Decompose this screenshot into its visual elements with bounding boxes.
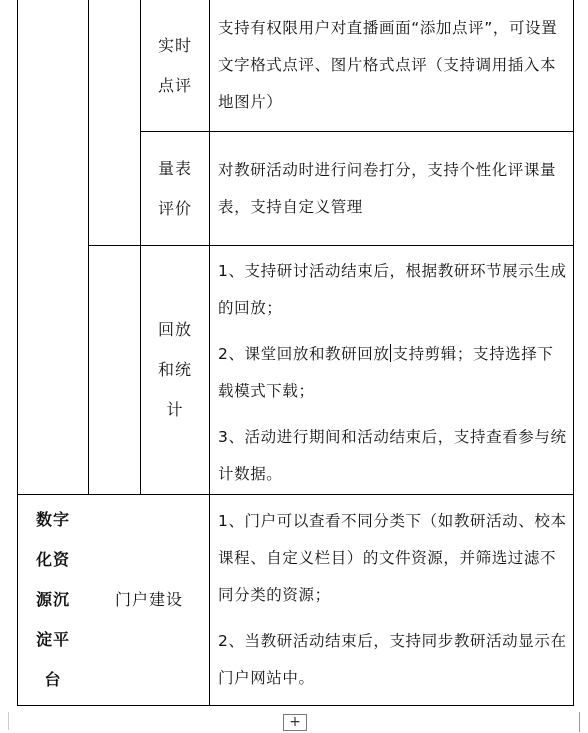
category-line: 化资 <box>35 550 70 569</box>
portal-module-cell <box>89 495 209 705</box>
category-line: 源沉 <box>35 590 70 609</box>
table-border <box>573 0 574 706</box>
realtime-review-label-cell <box>141 0 209 131</box>
portal-item-2: 2、当教研活动结束后，支持同步教研活动显示在门户网站中。 <box>218 632 567 687</box>
playback-item-2-part: 支持剪辑；支持选择下载模式下载； <box>218 345 554 400</box>
realtime-review-label <box>158 26 192 106</box>
playback-item-1: 1、支持研讨活动结束后，根据教研环节展示生成的回放； <box>218 262 567 317</box>
label-line: 评价 <box>157 198 192 218</box>
playback-item-2-part: 2、课堂回放和教研回放 <box>218 345 390 363</box>
playback-item-3: 3、活动进行期间和活动结束后，支持查看参与统计数据。 <box>218 428 567 483</box>
portal-item-1: 1、门户可以查看不同分类下（如教研活动、校本课程、自定义栏目）的文件资源，并筛选过滤不同分类的资源； <box>218 512 567 604</box>
label-line: 实时 <box>157 35 192 55</box>
scale-evaluation-description-cell <box>218 152 568 226</box>
playback-stats-description-cell <box>218 253 568 493</box>
realtime-review-description: 支持有权限用户对直播画面“添加点评”，可设置文字格式点评、图片格式点评（支持调用插入本地图片） <box>218 19 558 111</box>
category-line: 数字 <box>35 510 70 529</box>
digital-platform-category-cell <box>18 495 88 705</box>
playback-stats-label <box>158 310 192 430</box>
realtime-review-description-cell <box>218 10 568 121</box>
category-line: 淀平 <box>35 630 70 649</box>
digital-platform-description-cell <box>218 503 568 697</box>
scale-evaluation-description: 对教研活动时进行问卷打分，支持个性化评课量表，支持自定义管理 <box>218 161 557 216</box>
playback-item-2 <box>218 336 568 410</box>
category-line: 台 <box>44 670 62 689</box>
portal-module-label: 门户建设 <box>114 590 183 609</box>
playback-stats-label-cell <box>141 246 209 494</box>
table-border <box>88 0 89 495</box>
corner-mark <box>8 712 9 730</box>
label-line: 量表 <box>157 158 192 178</box>
label-line: 点评 <box>157 75 192 95</box>
label-line: 计 <box>166 400 184 419</box>
table-border <box>209 0 210 706</box>
add-row-button[interactable]: + <box>283 714 307 731</box>
label-line: 和统 <box>157 360 192 379</box>
label-line: 回放 <box>157 320 192 339</box>
scale-evaluation-label-cell <box>141 132 209 245</box>
scale-evaluation-label <box>158 149 192 229</box>
corner-mark <box>579 712 580 732</box>
digital-platform-category <box>36 500 70 700</box>
table-border <box>17 705 574 706</box>
